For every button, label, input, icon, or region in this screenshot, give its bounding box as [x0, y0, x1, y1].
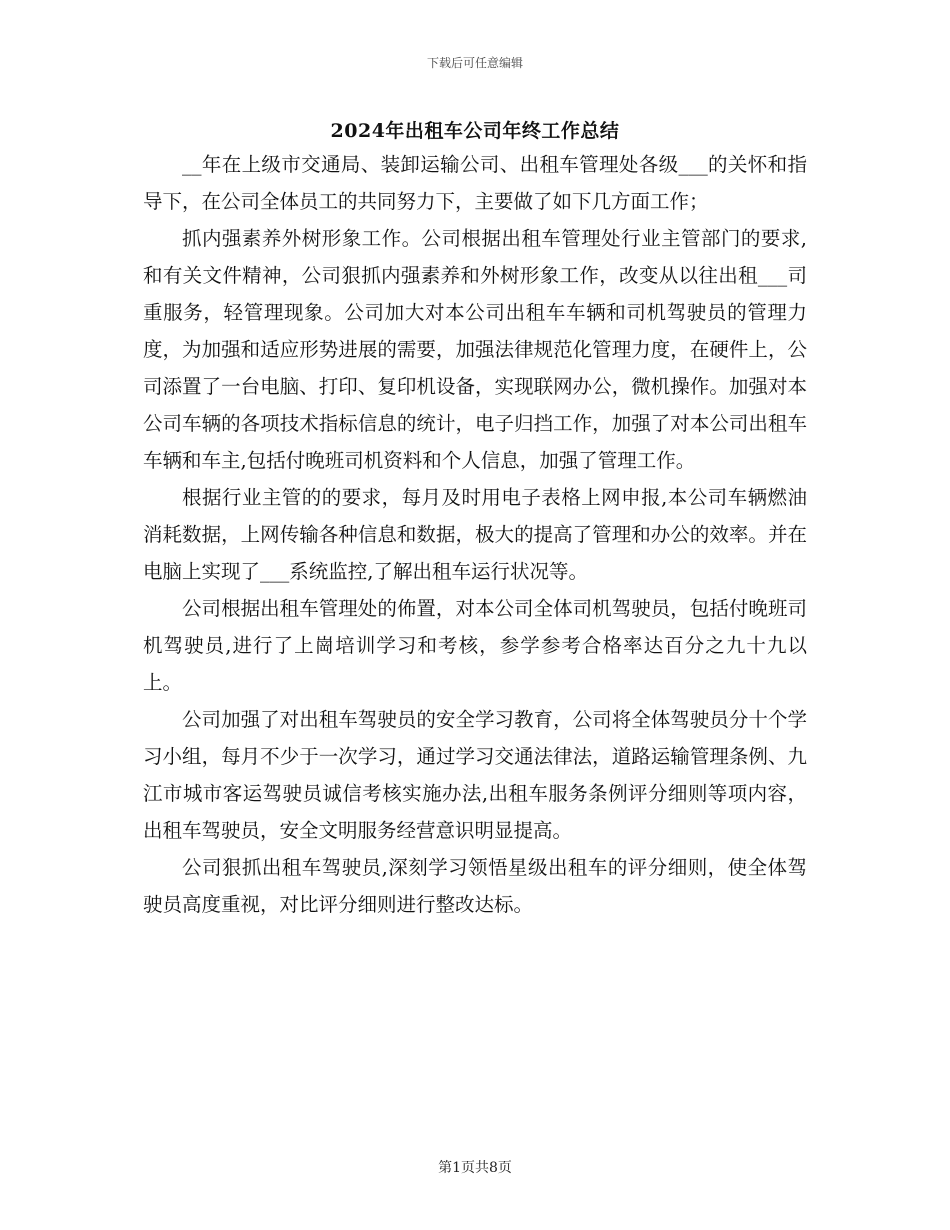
paragraph: 公司根据出租车管理处的佈置，对本公司全体司机驾驶员，包括付晚班司机驾驶员,进行了上崗培训学习和考核，参学参考合格率达百分之九十九以上。: [143, 597, 807, 694]
paragraph: 抓内强素养外树形象工作。公司根据出租车管理处行业主管部门的要求,和有关文件精神，公司狠抓内强素养和外树形象工作，改变从以往出租___司重服务，轻管理现象。公司加大对本公司出租车车辆和司机驾驶员的管理力度，为加强和适应形势进展的需要，加强法律规范化管理力度，在硬件上，公司添置了一台电脑、打印、复印机设备，实现联网办公，微机操作。加强对本公司车辆的各项技术指标信息的统计，电子归挡工作，加强了对本公司出租车车辆和车主,包括付晚班司机资料和个人信息，加强了管理工作。: [143, 227, 807, 472]
document-title: 2024年出租车公司年终工作总结: [330, 120, 620, 142]
paragraph: __年在上级市交通局、装卸运输公司、出租车管理处各级___的关怀和指导下，在公司全体员工的共同努力下，主要做了如下几方面工作；: [143, 153, 807, 213]
document-body: [143, 146, 807, 923]
paragraph: 公司狠抓出租车驾驶员,深刻学习领悟星级出租车的评分细则，使全体驾驶员高度重视，对比评分细则进行整改达标。: [143, 856, 807, 916]
paragraph: 公司加强了对出租车驾驶员的安全学习教育，公司将全体驾驶员分十个学习小组，每月不少于一次学习，通过学习交通法律法，道路运输管理条例、九江市城市客运驾驶员诚信考核实施办法,出租车服务条例评分细则等项内容，出租车驾驶员，安全文明服务经营意识明显提高。: [143, 708, 807, 842]
header-note: 下载后可任意编辑: [426, 56, 523, 70]
page-footer: 第1页共8页: [438, 1160, 512, 1176]
paragraph: 根据行业主管的的要求，每月及时用电子表格上网申报,本公司车辆燃油消耗数据，上网传输各种信息和数据，极大的提高了管理和办公的效率。并在电脑上实现了___系统监控,了解出租车运行状况等。: [143, 486, 807, 583]
